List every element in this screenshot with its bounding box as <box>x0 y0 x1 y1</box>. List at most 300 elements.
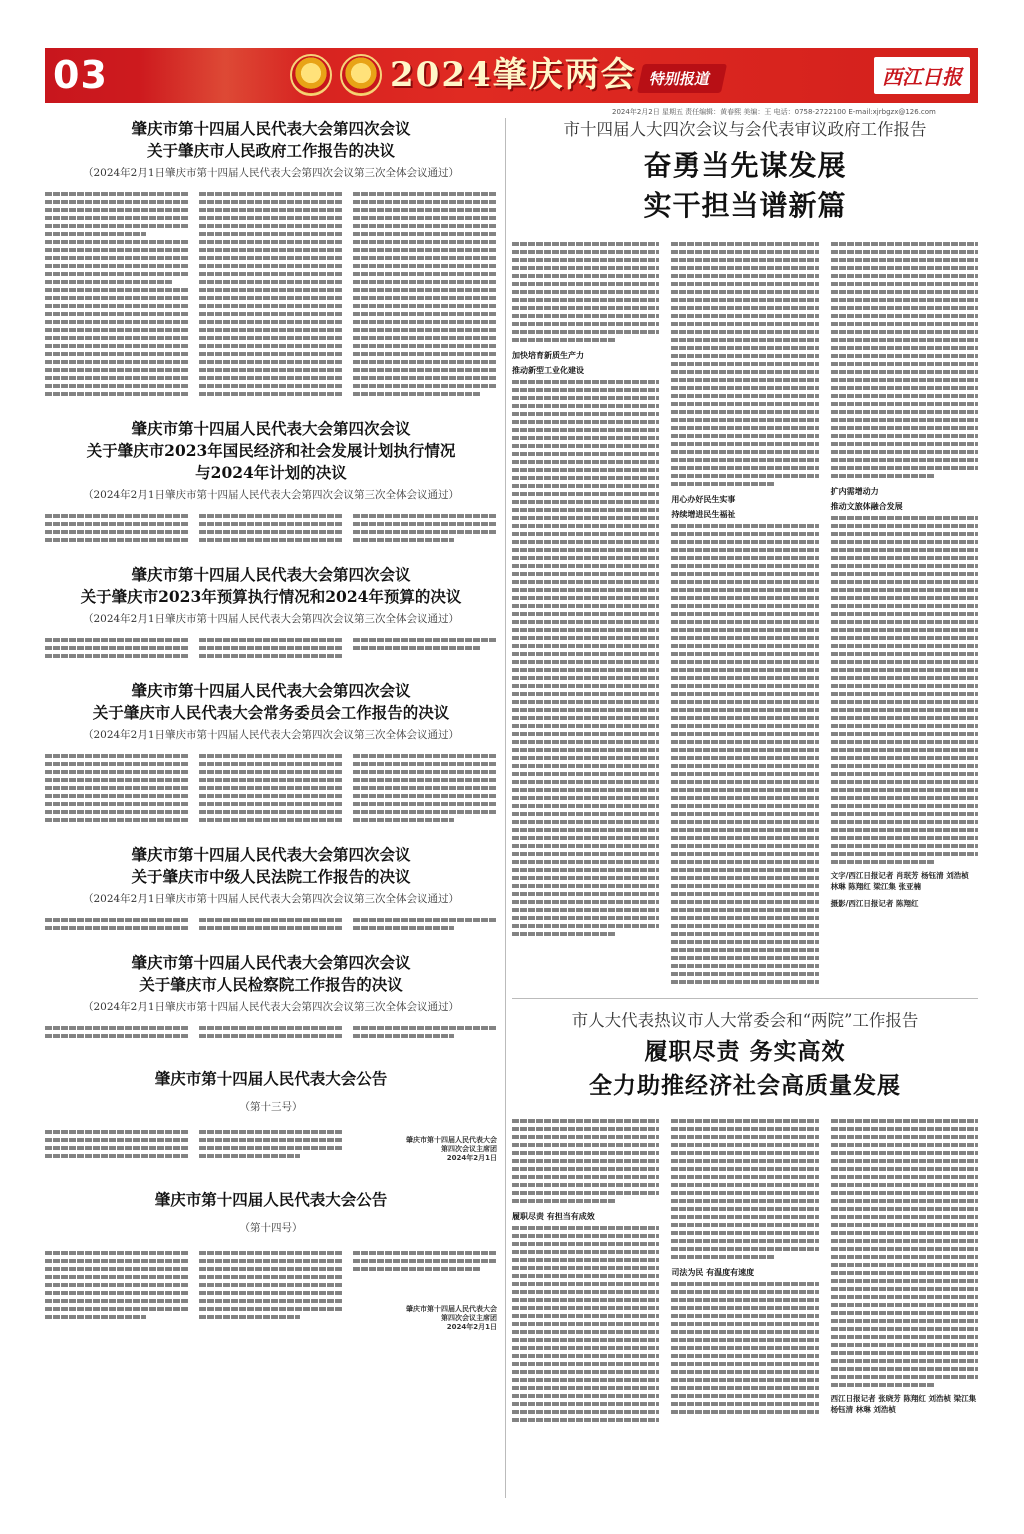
text-line-placeholder <box>512 596 659 600</box>
text-line-placeholder <box>512 1290 659 1294</box>
text-line-placeholder <box>353 638 497 642</box>
announcement-body <box>45 1126 497 1163</box>
text-line-placeholder <box>512 1346 659 1350</box>
text-line-placeholder <box>671 474 818 478</box>
text-line-placeholder <box>512 668 659 672</box>
text-line-placeholder <box>831 322 978 326</box>
text-line-placeholder <box>671 1362 818 1366</box>
text-line-placeholder <box>45 818 189 822</box>
article-title: 肇庆市第十四届人民代表大会第四次会议 <box>131 845 411 864</box>
text-column <box>831 238 978 988</box>
text-line-placeholder <box>45 312 189 316</box>
text-line-placeholder <box>671 980 818 984</box>
text-line-placeholder <box>512 772 659 776</box>
text-line-placeholder <box>671 620 818 624</box>
article-title: 肇庆市第十四届人民代表大会第四次会议 <box>131 953 411 972</box>
text-line-placeholder <box>671 1127 818 1131</box>
text-line-placeholder <box>199 1026 343 1030</box>
text-line-placeholder <box>831 1263 978 1267</box>
text-line-placeholder <box>199 392 343 396</box>
text-line-placeholder <box>831 1239 978 1243</box>
text-line-placeholder <box>512 692 659 696</box>
text-line-placeholder <box>671 1410 818 1414</box>
text-column <box>199 1126 343 1163</box>
article-kicker: 市十四届人大四次会议与会代表审议政府工作报告 <box>563 120 927 139</box>
text-line-placeholder <box>512 314 659 318</box>
text-line-placeholder <box>671 796 818 800</box>
text-line-placeholder <box>45 1259 189 1263</box>
text-line-placeholder <box>831 266 978 270</box>
article-headline: 履职尽责 务实高效 <box>644 1039 846 1065</box>
text-column <box>199 634 343 662</box>
text-line-placeholder <box>45 918 189 922</box>
text-line-placeholder <box>671 740 818 744</box>
text-column <box>831 1115 978 1426</box>
text-column <box>353 914 497 934</box>
text-line-placeholder <box>831 684 978 688</box>
text-line-placeholder <box>199 336 343 340</box>
text-line-placeholder <box>45 216 189 220</box>
text-line-placeholder <box>512 274 659 278</box>
text-line-placeholder <box>512 804 659 808</box>
text-line-placeholder <box>671 908 818 912</box>
text-line-placeholder <box>512 612 659 616</box>
text-line-placeholder <box>45 1130 189 1134</box>
text-line-placeholder <box>512 844 659 848</box>
text-line-placeholder <box>671 1215 818 1219</box>
text-line-placeholder <box>512 796 659 800</box>
text-line-placeholder <box>199 926 343 930</box>
text-line-placeholder <box>671 724 818 728</box>
text-line-placeholder <box>831 756 978 760</box>
text-line-placeholder <box>512 1191 659 1195</box>
text-line-placeholder <box>671 314 818 318</box>
text-line-placeholder <box>512 1298 659 1302</box>
text-line-placeholder <box>671 532 818 536</box>
text-line-placeholder <box>353 216 497 220</box>
text-line-placeholder <box>199 1307 343 1311</box>
national-emblem-icon <box>290 54 332 96</box>
text-line-placeholder <box>831 1327 978 1331</box>
text-line-placeholder <box>671 588 818 592</box>
text-line-placeholder <box>45 344 189 348</box>
text-line-placeholder <box>831 1231 978 1235</box>
text-line-placeholder <box>199 1275 343 1279</box>
text-line-placeholder <box>45 1138 189 1142</box>
article-title: 肇庆市第十四届人民代表大会第四次会议 <box>131 681 411 700</box>
subheading: 持续增进民生福祉 <box>671 510 736 519</box>
text-line-placeholder <box>45 232 146 236</box>
text-line-placeholder <box>671 1394 818 1398</box>
text-line-placeholder <box>831 1311 978 1315</box>
text-line-placeholder <box>199 1034 343 1038</box>
text-line-placeholder <box>45 754 189 758</box>
text-line-placeholder <box>671 1223 818 1227</box>
text-line-placeholder <box>671 940 818 944</box>
article-note: （2024年2月1日肇庆市第十四届人民代表大会第四次会议第三次全体会议通过） <box>82 1001 460 1013</box>
text-line-placeholder <box>512 580 659 584</box>
text-line-placeholder <box>512 756 659 760</box>
text-line-placeholder <box>45 802 189 806</box>
text-line-placeholder <box>45 1146 189 1150</box>
article-headline: 全力助推经济社会高质量发展 <box>589 1073 901 1099</box>
text-line-placeholder <box>671 788 818 792</box>
text-line-placeholder <box>512 1159 659 1163</box>
subheading: 推动新型工业化建设 <box>512 366 584 375</box>
text-line-placeholder <box>353 646 480 650</box>
text-line-placeholder <box>671 1282 818 1286</box>
text-line-placeholder <box>671 660 818 664</box>
article-body <box>45 188 497 400</box>
text-line-placeholder <box>199 208 343 212</box>
text-line-placeholder <box>353 224 497 228</box>
text-line-placeholder <box>831 844 978 848</box>
text-column <box>512 238 659 988</box>
article-resolution-procuratorate <box>45 952 497 1042</box>
text-line-placeholder <box>831 804 978 808</box>
text-line-placeholder <box>831 692 978 696</box>
text-line-placeholder <box>671 1306 818 1310</box>
text-line-placeholder <box>353 1259 497 1263</box>
text-line-placeholder <box>831 370 978 374</box>
page-banner <box>45 48 978 103</box>
subheading: 推动文旅体融合发展 <box>830 502 903 511</box>
text-line-placeholder <box>671 282 818 286</box>
announcement-13 <box>45 1068 497 1163</box>
text-line-placeholder <box>199 802 343 806</box>
text-line-placeholder <box>671 306 818 310</box>
text-line-placeholder <box>671 330 818 334</box>
text-line-placeholder <box>353 802 497 806</box>
text-column <box>199 1247 343 1332</box>
text-line-placeholder <box>512 1250 659 1254</box>
text-line-placeholder <box>199 320 343 324</box>
text-line-placeholder <box>512 1314 659 1318</box>
text-column <box>45 1022 189 1042</box>
text-line-placeholder <box>353 256 497 260</box>
text-column <box>353 510 497 546</box>
text-line-placeholder <box>512 468 659 472</box>
text-line-placeholder <box>671 402 818 406</box>
article-title: 与2024年计划的决议 <box>195 463 347 482</box>
text-line-placeholder <box>671 924 818 928</box>
text-line-placeholder <box>512 1167 659 1171</box>
text-line-placeholder <box>512 620 659 624</box>
text-line-placeholder <box>45 320 189 324</box>
text-line-placeholder <box>512 322 659 326</box>
text-line-placeholder <box>831 1151 978 1155</box>
text-line-placeholder <box>45 240 189 244</box>
text-line-placeholder <box>199 538 343 542</box>
text-line-placeholder <box>45 514 189 518</box>
text-line-placeholder <box>671 418 818 422</box>
text-line-placeholder <box>831 516 978 520</box>
text-line-placeholder <box>671 1239 818 1243</box>
text-line-placeholder <box>353 762 497 766</box>
text-line-placeholder <box>199 770 343 774</box>
text-line-placeholder <box>512 644 659 648</box>
text-line-placeholder <box>512 876 659 880</box>
text-line-placeholder <box>199 368 343 372</box>
text-line-placeholder <box>199 786 343 790</box>
text-line-placeholder <box>353 280 497 284</box>
sign-date: 2024年2月1日 <box>446 1323 497 1331</box>
text-line-placeholder <box>671 1322 818 1326</box>
text-line-placeholder <box>671 540 818 544</box>
text-line-placeholder <box>831 362 978 366</box>
text-line-placeholder <box>199 654 343 658</box>
text-column <box>45 188 189 400</box>
text-line-placeholder <box>353 770 497 774</box>
text-column <box>353 750 497 826</box>
text-line-placeholder <box>831 700 978 704</box>
text-line-placeholder <box>512 444 659 448</box>
text-line-placeholder <box>671 1199 818 1203</box>
text-line-placeholder <box>671 410 818 414</box>
announcement-number: （第十四号） <box>239 1222 303 1234</box>
text-line-placeholder <box>512 436 659 440</box>
text-line-placeholder <box>45 208 189 212</box>
text-line-placeholder <box>512 1226 659 1230</box>
text-line-placeholder <box>512 548 659 552</box>
text-line-placeholder <box>831 580 978 584</box>
text-line-placeholder <box>831 852 978 856</box>
text-line-placeholder <box>671 1175 818 1179</box>
text-line-placeholder <box>45 280 172 284</box>
text-line-placeholder <box>671 972 818 976</box>
text-line-placeholder <box>512 266 659 270</box>
article-title: 肇庆市第十四届人民代表大会第四次会议 <box>131 419 411 438</box>
article-title: 关于肇庆市中级人民法院工作报告的决议 <box>131 867 411 886</box>
text-line-placeholder <box>512 860 659 864</box>
text-line-placeholder <box>671 932 818 936</box>
text-line-placeholder <box>512 1282 659 1286</box>
article-title: 关于肇庆市人民政府工作报告的决议 <box>146 141 395 160</box>
text-line-placeholder <box>671 868 818 872</box>
text-line-placeholder <box>353 810 497 814</box>
left-column <box>45 118 497 1332</box>
text-column <box>199 510 343 546</box>
text-line-placeholder <box>199 1259 343 1263</box>
article-resolution-standing-committee <box>45 680 497 826</box>
text-line-placeholder <box>671 322 818 326</box>
text-line-placeholder <box>199 1251 343 1255</box>
text-line-placeholder <box>199 280 343 284</box>
text-line-placeholder <box>671 362 818 366</box>
text-line-placeholder <box>512 1143 659 1147</box>
text-line-placeholder <box>671 636 818 640</box>
text-line-placeholder <box>512 748 659 752</box>
text-line-placeholder <box>831 556 978 560</box>
text-line-placeholder <box>45 538 189 542</box>
text-line-placeholder <box>512 1338 659 1342</box>
text-line-placeholder <box>45 1026 189 1030</box>
text-line-placeholder <box>199 296 343 300</box>
text-line-placeholder <box>45 336 189 340</box>
text-line-placeholder <box>831 628 978 632</box>
text-line-placeholder <box>199 224 343 228</box>
text-line-placeholder <box>671 860 818 864</box>
text-line-placeholder <box>671 1354 818 1358</box>
text-line-placeholder <box>831 258 978 262</box>
text-line-placeholder <box>671 708 818 712</box>
text-line-placeholder <box>45 248 189 252</box>
subheading: 扩内需增动力 <box>830 487 879 496</box>
text-line-placeholder <box>353 778 497 782</box>
text-line-placeholder <box>512 820 659 824</box>
text-line-placeholder <box>353 328 497 332</box>
text-line-placeholder <box>671 1183 818 1187</box>
text-line-placeholder <box>512 1119 659 1123</box>
text-line-placeholder <box>512 282 659 286</box>
text-line-placeholder <box>512 532 659 536</box>
text-line-placeholder <box>831 1343 978 1347</box>
text-line-placeholder <box>45 778 189 782</box>
text-line-placeholder <box>831 1359 978 1363</box>
text-line-placeholder <box>831 346 978 350</box>
text-line-placeholder <box>512 660 659 664</box>
text-line-placeholder <box>353 248 497 252</box>
text-line-placeholder <box>512 330 659 334</box>
text-line-placeholder <box>353 392 480 396</box>
text-line-placeholder <box>671 1151 818 1155</box>
text-line-placeholder <box>512 732 659 736</box>
text-line-placeholder <box>199 794 343 798</box>
text-line-placeholder <box>199 762 343 766</box>
text-line-placeholder <box>45 296 189 300</box>
article-title: 关于肇庆市2023年国民经济和社会发展计划执行情况 <box>86 441 456 460</box>
text-line-placeholder <box>353 1251 497 1255</box>
text-line-placeholder <box>45 384 189 388</box>
text-line-placeholder <box>199 1130 343 1134</box>
newspaper-masthead: 西江日报 <box>874 57 970 94</box>
text-line-placeholder <box>671 756 818 760</box>
article-body <box>512 238 978 988</box>
article-resolution-budget <box>45 564 497 662</box>
text-line-placeholder <box>353 376 497 380</box>
text-line-placeholder <box>45 794 189 798</box>
text-line-placeholder <box>831 764 978 768</box>
article-title: 关于肇庆市2023年预算执行情况和2024年预算的决议 <box>80 587 462 606</box>
text-column <box>353 1022 497 1042</box>
text-line-placeholder <box>512 932 615 936</box>
text-line-placeholder <box>512 1370 659 1374</box>
subheading: 司法为民 有温度有速度 <box>671 1268 755 1277</box>
text-line-placeholder <box>512 508 659 512</box>
text-line-placeholder <box>831 338 978 342</box>
text-line-placeholder <box>671 426 818 430</box>
text-line-placeholder <box>199 1138 343 1142</box>
text-line-placeholder <box>831 524 978 528</box>
text-line-placeholder <box>512 652 659 656</box>
text-line-placeholder <box>512 884 659 888</box>
text-line-placeholder <box>512 500 659 504</box>
text-line-placeholder <box>831 1199 978 1203</box>
text-line-placeholder <box>512 460 659 464</box>
text-line-placeholder <box>671 274 818 278</box>
text-line-placeholder <box>199 360 343 364</box>
text-line-placeholder <box>831 466 978 470</box>
text-line-placeholder <box>199 200 343 204</box>
text-line-placeholder <box>671 772 818 776</box>
text-line-placeholder <box>353 514 497 518</box>
text-line-placeholder <box>45 762 189 766</box>
text-line-placeholder <box>831 564 978 568</box>
text-line-placeholder <box>831 434 978 438</box>
text-line-placeholder <box>671 1370 818 1374</box>
text-line-placeholder <box>671 378 818 382</box>
text-line-placeholder <box>512 836 659 840</box>
text-line-placeholder <box>671 242 818 246</box>
text-line-placeholder <box>45 264 189 268</box>
text-line-placeholder <box>671 764 818 768</box>
text-line-placeholder <box>671 684 818 688</box>
text-line-placeholder <box>512 396 659 400</box>
text-line-placeholder <box>353 384 497 388</box>
text-line-placeholder <box>671 1290 818 1294</box>
text-column <box>45 634 189 662</box>
text-line-placeholder <box>45 376 189 380</box>
text-line-placeholder <box>671 1191 818 1195</box>
signatory: 第四次会议主席团 <box>441 1314 497 1322</box>
text-line-placeholder <box>353 360 497 364</box>
text-line-placeholder <box>199 232 343 236</box>
text-line-placeholder <box>671 604 818 608</box>
text-line-placeholder <box>831 474 934 478</box>
text-line-placeholder <box>831 828 978 832</box>
text-line-placeholder <box>512 404 659 408</box>
text-line-placeholder <box>512 724 659 728</box>
text-column <box>353 188 497 400</box>
text-line-placeholder <box>512 588 659 592</box>
text-line-placeholder <box>512 1242 659 1246</box>
text-line-placeholder <box>831 402 978 406</box>
text-column <box>45 1247 189 1332</box>
text-line-placeholder <box>831 1143 978 1147</box>
text-line-placeholder <box>671 644 818 648</box>
text-line-placeholder <box>671 338 818 342</box>
text-line-placeholder <box>45 1291 189 1295</box>
text-line-placeholder <box>831 274 978 278</box>
text-line-placeholder <box>671 1298 818 1302</box>
text-line-placeholder <box>671 780 818 784</box>
text-line-placeholder <box>199 304 343 308</box>
text-line-placeholder <box>831 1183 978 1187</box>
text-line-placeholder <box>45 1154 189 1158</box>
text-line-placeholder <box>512 1410 659 1414</box>
text-line-placeholder <box>671 884 818 888</box>
text-line-placeholder <box>831 306 978 310</box>
text-line-placeholder <box>831 612 978 616</box>
text-line-placeholder <box>353 264 497 268</box>
text-line-placeholder <box>671 1143 818 1147</box>
subheading: 履职尽责 有担当有成效 <box>512 1212 595 1221</box>
text-line-placeholder <box>199 256 343 260</box>
text-line-placeholder <box>831 1295 978 1299</box>
announcement-number: （第十三号） <box>239 1101 303 1113</box>
text-line-placeholder <box>353 926 454 930</box>
text-line-placeholder <box>353 1034 454 1038</box>
text-line-placeholder <box>831 330 978 334</box>
text-line-placeholder <box>831 540 978 544</box>
subheading: 加快培育新质生产力 <box>512 351 584 360</box>
text-line-placeholder <box>671 564 818 568</box>
text-line-placeholder <box>45 530 189 534</box>
announcement-body <box>45 1247 497 1332</box>
text-line-placeholder <box>831 418 978 422</box>
text-line-placeholder <box>671 732 818 736</box>
text-line-placeholder <box>353 794 497 798</box>
